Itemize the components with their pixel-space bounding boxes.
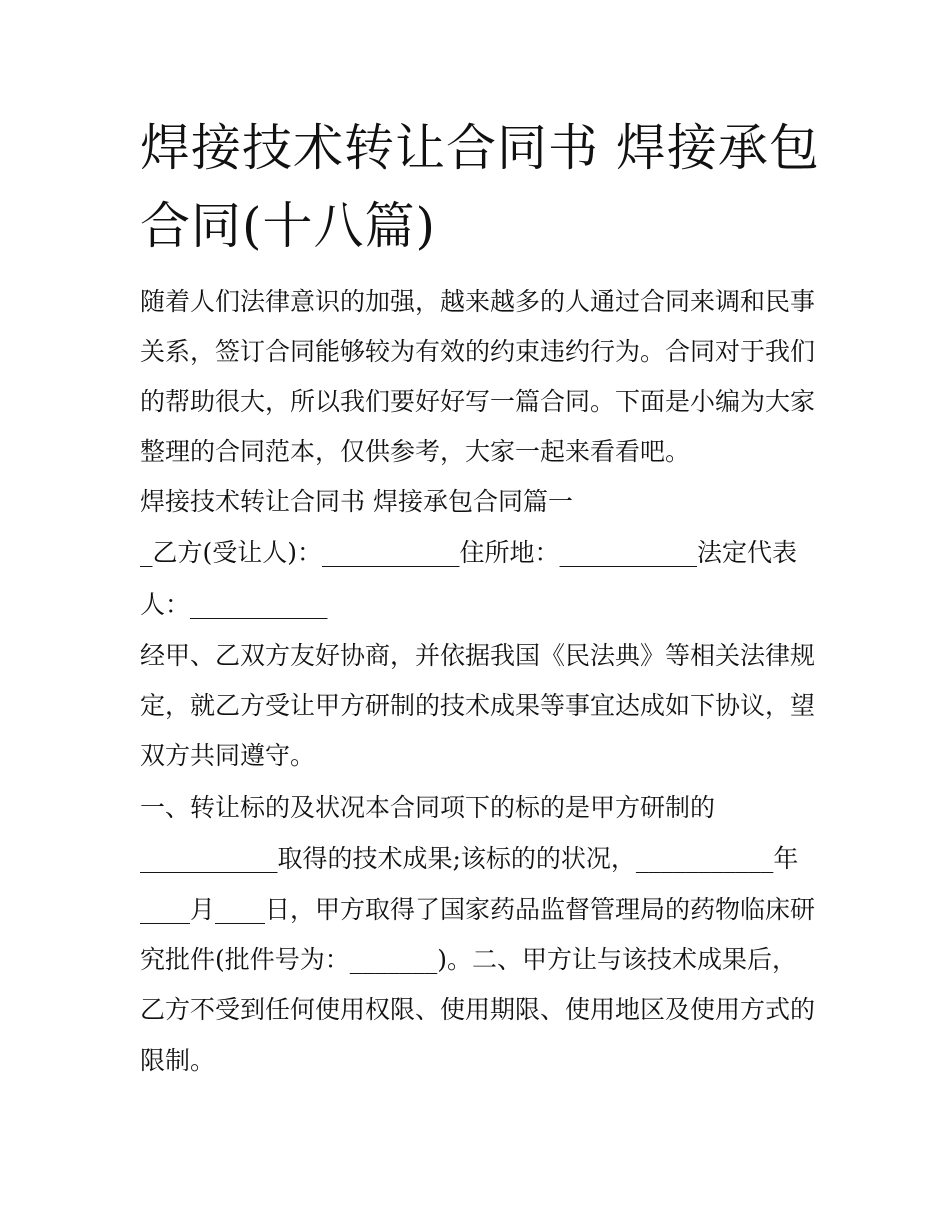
clause-1-line-3: ____月____日，甲方取得了国家药品监督管理局的药物临床研 [140,895,816,924]
clause-2-line-1: 乙方不受到任何使用权限、使用期限、使用地区及使用方式的 [140,995,816,1024]
legal-representative-line: 人：___________ [140,590,328,619]
agreement-line-1: 经甲、乙双方友好协商，并依据我国《民法典》等相关法律规 [140,641,816,670]
clause-1-line-1: 一、转让标的及状况本合同项下的标的是甲方研制的 [140,793,716,822]
agreement-line-3: 双方共同遵守。 [140,741,316,770]
section-heading: 焊接技术转让合同书 焊接承包合同篇一 [140,487,573,516]
intro-line-2: 关系，签订合同能够较为有效的约束违约行为。合同对于我们 [140,337,816,366]
intro-line-4: 整理的合同范本，仅供参考，大家一起来看看吧。 [140,437,691,466]
intro-line-1: 随着人们法律意识的加强，越来越多的人通过合同来调和民事 [140,287,816,316]
document-title-line-1: 焊接技术转让合同书 焊接承包 [140,119,820,177]
document-title-line-2: 合同(十八篇) [140,197,437,255]
clause-1-line-4: 究批件(批件号为：_______)。二、甲方让与该技术成果后， [140,945,798,974]
intro-line-3: 的帮助很大，所以我们要好好写一篇合同。下面是小编为大家 [140,387,816,416]
agreement-line-2: 定，就乙方受让甲方研制的技术成果等事宜达成如下协议，望 [140,691,816,720]
party-b-line: _乙方(受让人)：___________住所地：___________法定代表 [140,538,798,567]
clause-1-line-2: ___________取得的技术成果;该标的的状况，___________年 [140,844,799,873]
clause-2-line-2: 限制。 [140,1046,216,1075]
